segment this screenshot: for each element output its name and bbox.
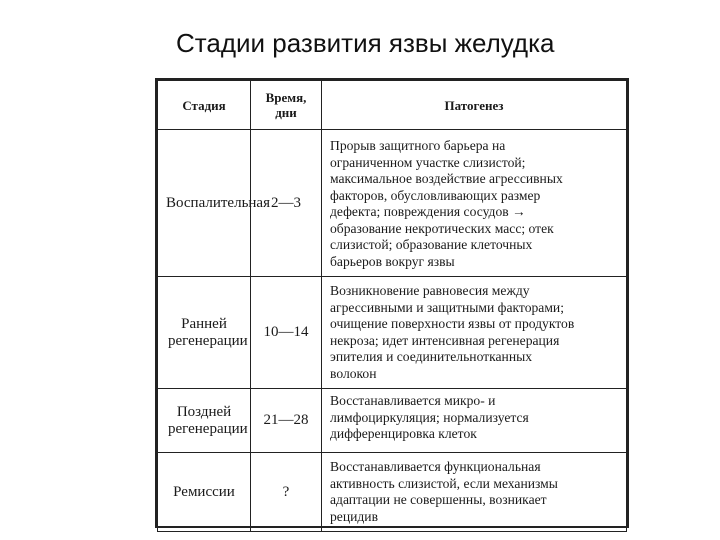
pathogenesis-line: дифференцировка клеток bbox=[330, 426, 477, 441]
pathogenesis-line: некроза; идет интенсивная регенерация bbox=[330, 332, 560, 348]
slide-title: Стадии развития язвы желудка bbox=[176, 28, 555, 58]
time-cell: 2—3 bbox=[251, 130, 322, 277]
pathogenesis-cell bbox=[322, 130, 627, 277]
pathogenesis-line: Возникновение равновесия между bbox=[330, 283, 530, 298]
pathogenesis-line: ограниченном участке слизистой; bbox=[330, 154, 526, 170]
pathogenesis-line: слизистой; образование клеточных bbox=[330, 237, 533, 252]
header-stage: Стадия bbox=[158, 81, 251, 130]
stage-cell bbox=[158, 389, 251, 453]
pathogenesis-line: рецидив bbox=[330, 508, 378, 524]
pathogenesis-line: факторов, обусловливающих размер bbox=[330, 187, 541, 203]
stage-cell: Ремиссии bbox=[158, 453, 251, 532]
header-pathogenesis: Патогенез bbox=[322, 81, 627, 130]
pathogenesis-line: Восстанавливается функциональная bbox=[330, 459, 541, 474]
pathogenesis-cell bbox=[322, 277, 627, 389]
pathogenesis-line: образование некротических масс; отек bbox=[330, 220, 554, 236]
stage-name: Ранней регенерации bbox=[168, 315, 248, 349]
pathogenesis-line: дефекта; повреждения сосудов → bbox=[330, 204, 526, 219]
stage-name: Воспалительная bbox=[166, 194, 270, 211]
table-row bbox=[158, 277, 627, 389]
pathogenesis-line: агрессивными и защитными факторами; bbox=[330, 299, 564, 315]
pathogenesis-line: волокон bbox=[330, 365, 377, 381]
pathogenesis-line: барьеров вокруг язвы bbox=[330, 253, 455, 269]
pathogenesis-line: Восстанавливается микро- и bbox=[330, 393, 496, 408]
stage-cell bbox=[158, 130, 270, 277]
pathogenesis-line: эпителия и соединительнотканных bbox=[330, 349, 533, 364]
pathogenesis-line: очищение поверхности язвы от продуктов bbox=[330, 316, 575, 331]
pathogenesis-line: активность слизистой, если механизмы bbox=[330, 475, 558, 491]
pathogenesis-line: максимальное воздействие агрессивных bbox=[330, 171, 563, 186]
table-header-row bbox=[158, 81, 627, 130]
stages-table bbox=[155, 78, 629, 528]
table-row bbox=[158, 453, 627, 532]
pathogenesis-line: лимфоциркуляция; нормализуется bbox=[330, 409, 529, 425]
table-row bbox=[158, 130, 627, 277]
stage-cell bbox=[158, 277, 251, 389]
header-time: Время, дни bbox=[251, 81, 322, 130]
pathogenesis-line: адаптации не совершенны, возникает bbox=[330, 492, 547, 507]
stage-name: Поздней регенерации bbox=[168, 403, 248, 437]
time-cell: 21—28 bbox=[251, 389, 322, 453]
pathogenesis-cell bbox=[322, 389, 627, 453]
pathogenesis-cell bbox=[322, 453, 627, 532]
time-cell: 10—14 bbox=[251, 277, 322, 389]
table-row bbox=[158, 389, 627, 453]
pathogenesis-line: Прорыв защитного барьера на bbox=[330, 138, 506, 153]
time-cell: ? bbox=[251, 453, 322, 532]
